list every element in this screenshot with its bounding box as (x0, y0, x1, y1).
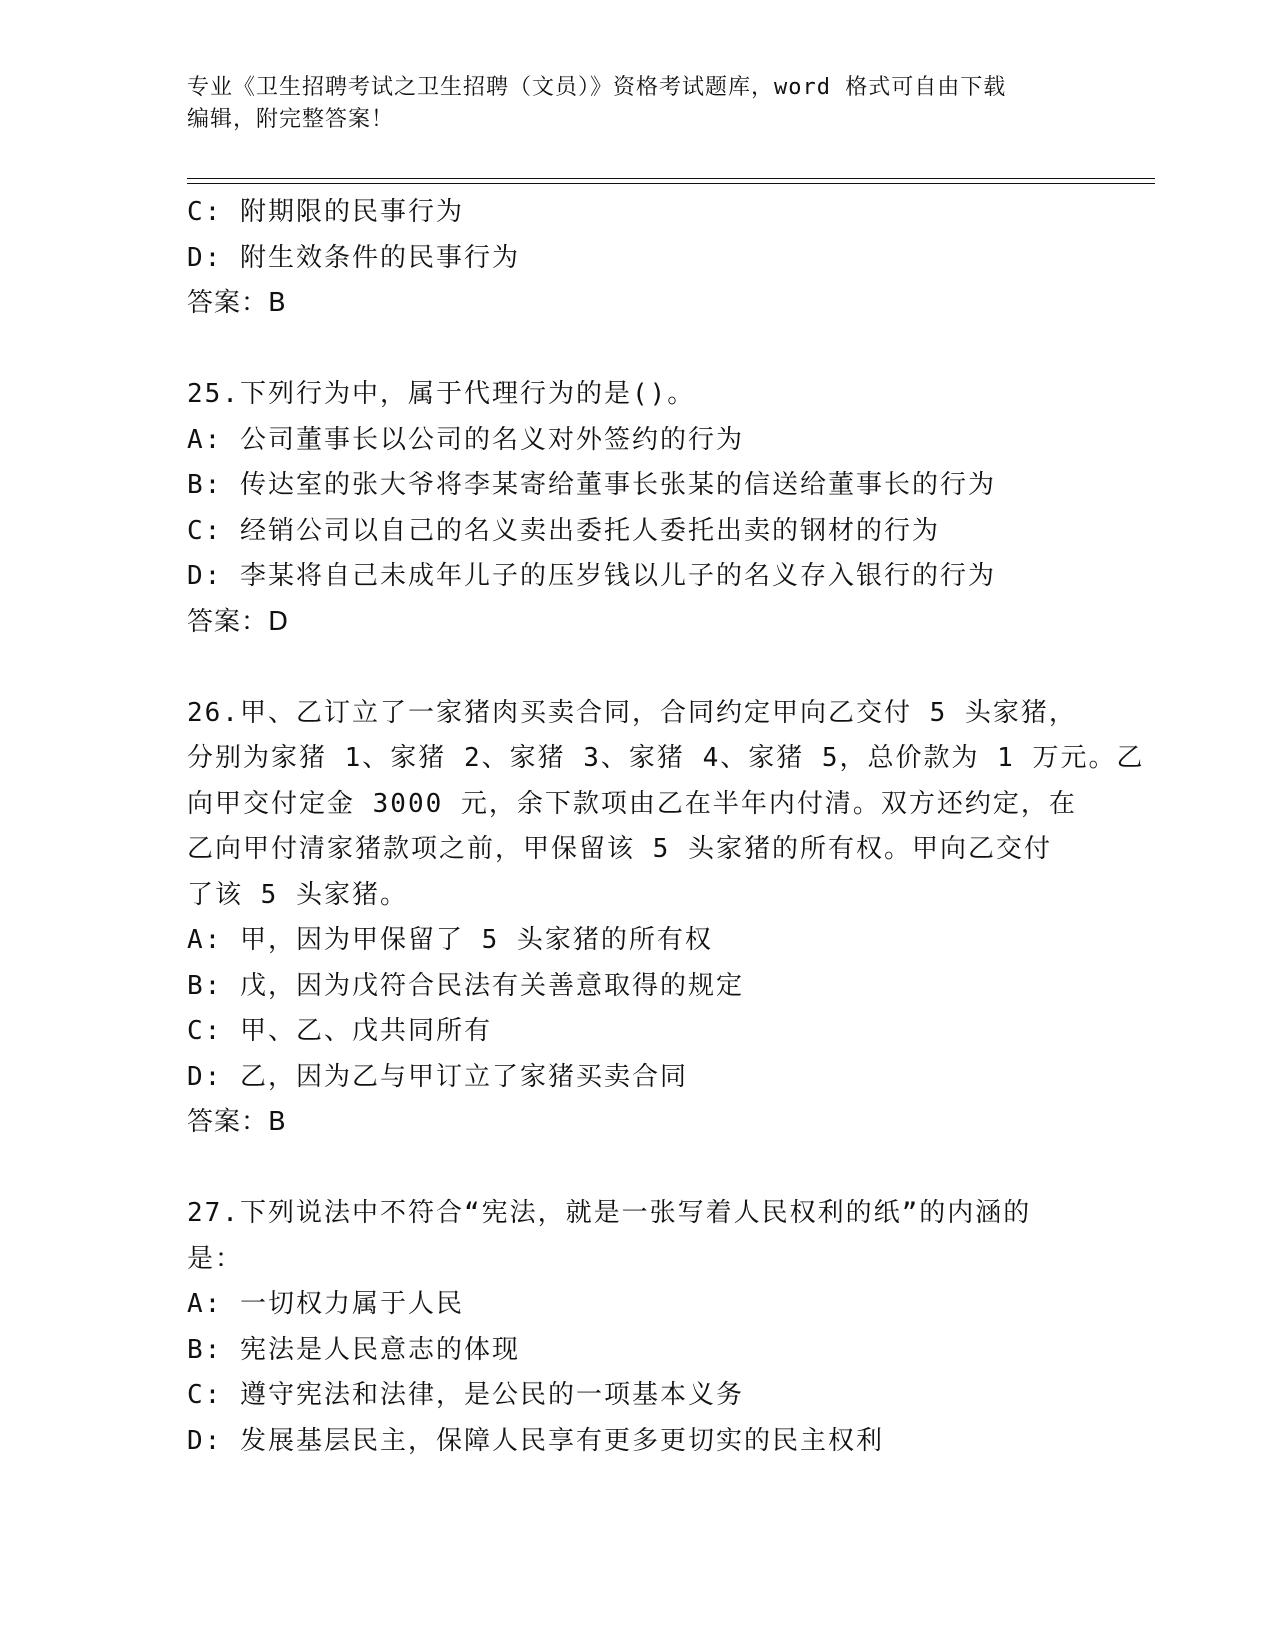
option-c: C: 经销公司以自己的名义卖出委托人委托出卖的钢材的行为 (187, 515, 940, 546)
answer-line: 答案：B (187, 288, 287, 318)
question-24-tail (187, 190, 1087, 327)
question-stem-line: 27.下列说法中不符合“宪法，就是一张写着人民权利的纸”的内涵的 (187, 1198, 1032, 1228)
header-divider-bottom (187, 183, 1155, 184)
question-stem-line: 乙向甲付清家猪款项之前，甲保留该 5 头家猪的所有权。甲向乙交付 (187, 834, 1052, 864)
option-b: B: 宪法是人民意志的体现 (187, 1334, 520, 1365)
question-27 (187, 1191, 1087, 1464)
option-d: D: 乙，因为乙与甲订立了家猪买卖合同 (187, 1061, 688, 1092)
option-d: D: 发展基层民主，保障人民享有更多更切实的民主权利 (187, 1425, 884, 1456)
option-d: D: 附生效条件的民事行为 (187, 242, 520, 273)
document-header (187, 72, 1067, 136)
question-stem: 25.下列行为中，属于代理行为的是()。 (187, 379, 696, 409)
option-c: C: 附期限的民事行为 (187, 197, 464, 227)
question-stem-line: 分别为家猪 1、家猪 2、家猪 3、家猪 4、家猪 5，总价款为 1 万元。乙 (187, 743, 1145, 773)
header-line-1: 专业《卫生招聘考试之卫生招聘（文员）》资格考试题库，word 格式可自由下载 (187, 75, 1007, 100)
option-a: A: 公司董事长以公司的名义对外签约的行为 (187, 424, 744, 455)
option-c: C: 甲、乙、戊共同所有 (187, 1016, 492, 1046)
question-stem-line: 向甲交付定金 3000 元，余下款项由乙在半年内付清。双方还约定，在 (187, 788, 1077, 819)
spacer (187, 327, 1087, 373)
option-b: B: 传达室的张大爷将李某寄给董事长张某的信送给董事长的行为 (187, 470, 996, 500)
answer-line: 答案：B (187, 1107, 287, 1137)
question-stem-line: 26.甲、乙订立了一家猪肉买卖合同，合同约定甲向乙交付 5 头家猪， (187, 697, 1077, 728)
spacer (187, 645, 1087, 691)
option-a: A: 甲，因为甲保留了 5 头家猪的所有权 (187, 925, 713, 955)
question-25 (187, 372, 1087, 645)
question-stem-line: 是： (187, 1243, 244, 1274)
document-body (187, 190, 1145, 1464)
header-divider-top (187, 178, 1155, 179)
option-c: C: 遵守宪法和法律，是公民的一项基本义务 (187, 1380, 744, 1410)
question-stem-line: 了该 5 头家猪。 (187, 879, 408, 910)
answer-line: 答案：D (187, 606, 290, 637)
question-26 (187, 691, 1145, 1146)
option-b: B: 戊，因为戊符合民法有关善意取得的规定 (187, 970, 744, 1001)
option-d: D: 李某将自己未成年儿子的压岁钱以儿子的名义存入银行的行为 (187, 561, 996, 591)
spacer (187, 1146, 1087, 1192)
header-line-2: 编辑，附完整答案！ (187, 107, 395, 132)
option-a: A: 一切权力属于人民 (187, 1289, 464, 1319)
